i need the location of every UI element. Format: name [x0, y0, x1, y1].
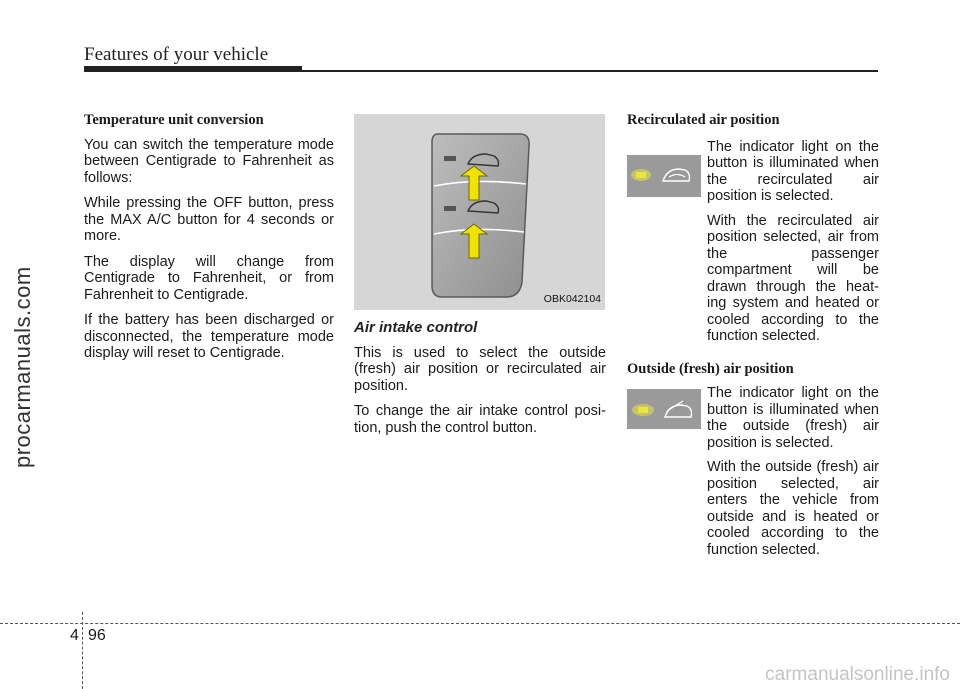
chapter-number: 4	[70, 627, 79, 644]
watermark-bottom: carmanualsonline.info	[765, 664, 950, 685]
outside-text	[707, 385, 879, 558]
footer-divider	[0, 623, 960, 624]
paragraph: While pressing the OFF button, press the MAX A/C button for 4 seconds or more.	[84, 195, 334, 244]
header-rule-thin	[84, 70, 878, 72]
paragraph: The display will change from Centigrade to Fahrenheit, or from Fahrenheit to Centigrade.	[84, 253, 334, 303]
paragraph: You can switch the temperature mode between Centigrade to Fahrenheit as follows:	[84, 136, 334, 186]
column-temperature-conversion	[84, 112, 334, 371]
recirculated-heading: Recirculated air position	[627, 112, 780, 128]
page-header-title: Features of your vehicle	[84, 44, 269, 65]
outside-air-icon	[627, 389, 701, 429]
outside-button-image	[627, 389, 701, 429]
recirculated-button-image	[627, 155, 701, 197]
paragraph: The indicator light on the button is illuminated when the recirculated air position is selected.	[707, 138, 879, 204]
paragraph: With the outside (fresh) air position selected, air enters the vehicle from outside and is heated or cooled according to the function selected.	[707, 459, 879, 558]
figure-code: OBK042104	[543, 292, 601, 305]
paragraph: The indicator light on the button is illuminated when the outside (fresh) air position is selected.	[707, 385, 879, 451]
page-number: 96	[88, 627, 106, 644]
paragraph: If the battery has been discharged or disconnected, the temperature mode display will reset to Centigrade.	[84, 312, 334, 361]
air-intake-control-figure	[354, 114, 605, 310]
recirculated-air-icon	[627, 155, 701, 197]
outside-heading: Outside (fresh) air position	[627, 360, 794, 377]
paragraph: To change the air intake control posi-tion, push the control button.	[354, 403, 606, 436]
recirculated-text	[707, 137, 879, 345]
column-air-intake	[354, 114, 606, 445]
temperature-unit-heading: Temperature unit conversion	[84, 112, 264, 128]
column-air-positions	[627, 112, 879, 566]
paragraph: With the recirculated air position selected, air from the passenger compartment will be drawn through the heat-ing system and heated or cooled according to the function selected.	[707, 212, 879, 344]
recirculated-block	[627, 137, 879, 345]
watermark-left: procarmanuals.com	[10, 266, 35, 468]
outside-block	[627, 385, 879, 558]
control-panel-illustration	[354, 114, 605, 310]
air-intake-heading: Air intake control	[354, 319, 478, 336]
footer-vertical-divider	[82, 612, 83, 689]
paragraph: This is used to select the outside (fresh) air position or recirculated air position.	[354, 344, 606, 394]
